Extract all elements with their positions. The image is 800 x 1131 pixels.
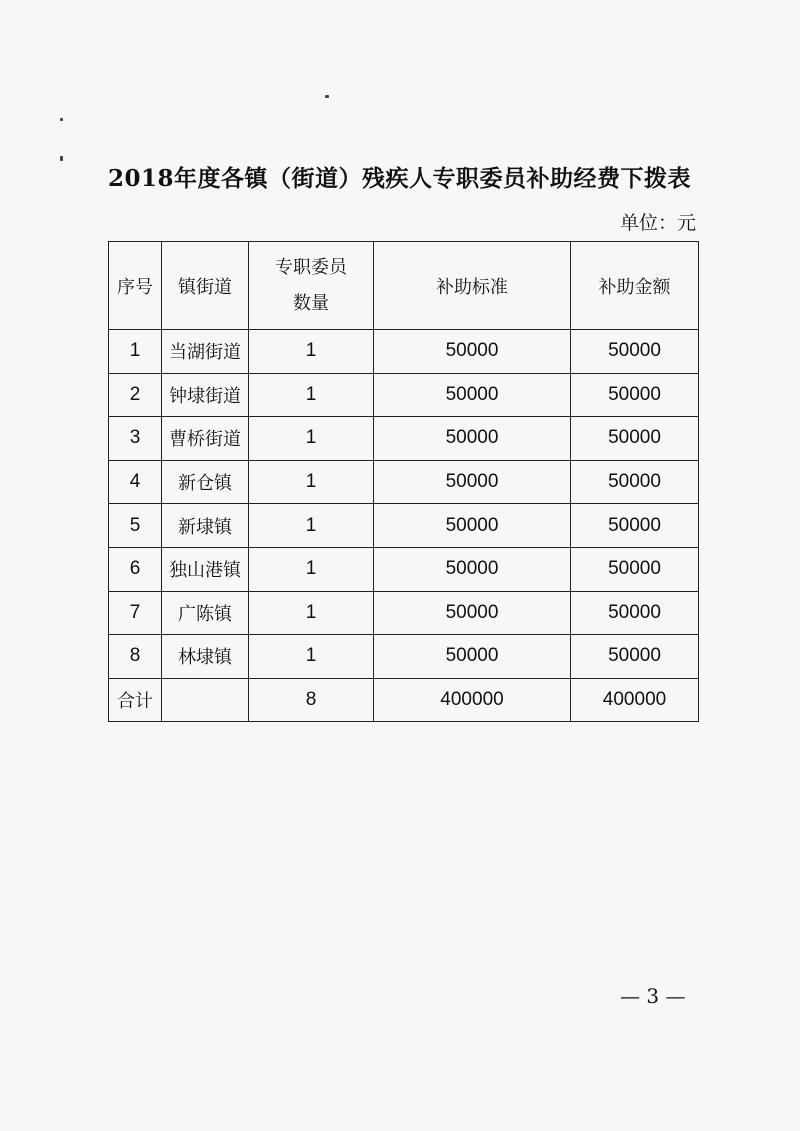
row-standard: 50000 <box>374 417 571 461</box>
table-row <box>109 330 699 374</box>
document-title: 2018年度各镇（街道）残疾人专职委员补助经费下拨表 <box>108 165 692 192</box>
total-row <box>109 678 699 722</box>
row-standard: 50000 <box>374 460 571 504</box>
row-count: 1 <box>249 373 374 417</box>
page-number: — 3 — <box>620 984 686 1008</box>
row-no: 6 <box>109 547 162 591</box>
row-standard: 50000 <box>374 504 571 548</box>
row-standard: 50000 <box>374 373 571 417</box>
row-town: 广陈镇 <box>162 591 249 635</box>
row-no: 5 <box>109 504 162 548</box>
row-count: 1 <box>249 460 374 504</box>
table-row <box>109 591 699 635</box>
row-no: 7 <box>109 591 162 635</box>
row-amount: 50000 <box>571 504 699 548</box>
row-amount: 50000 <box>571 591 699 635</box>
row-town: 钟埭街道 <box>162 373 249 417</box>
header-amount: 补助金额 <box>571 242 699 330</box>
row-town: 当湖街道 <box>162 330 249 374</box>
row-town: 新埭镇 <box>162 504 249 548</box>
row-amount: 50000 <box>571 330 699 374</box>
row-amount: 50000 <box>571 547 699 591</box>
row-count: 1 <box>249 635 374 679</box>
row-count: 1 <box>249 547 374 591</box>
row-no: 3 <box>109 417 162 461</box>
header-count-text: 专职委员数量 <box>275 256 347 314</box>
row-standard: 50000 <box>374 635 571 679</box>
header-count <box>249 242 374 330</box>
header-town: 镇街道 <box>162 242 249 330</box>
total-standard: 400000 <box>374 678 571 722</box>
row-town: 新仓镇 <box>162 460 249 504</box>
header-standard: 补助标准 <box>374 242 571 330</box>
total-amount: 400000 <box>571 678 699 722</box>
row-no: 2 <box>109 373 162 417</box>
row-standard: 50000 <box>374 591 571 635</box>
row-town: 曹桥街道 <box>162 417 249 461</box>
table-header-row <box>109 242 699 330</box>
table-row <box>109 460 699 504</box>
row-count: 1 <box>249 591 374 635</box>
row-count: 1 <box>249 504 374 548</box>
subsidy-table <box>108 241 699 722</box>
header-no: 序号 <box>109 242 162 330</box>
row-town: 林埭镇 <box>162 635 249 679</box>
total-label: 合计 <box>109 678 162 722</box>
row-standard: 50000 <box>374 547 571 591</box>
total-town <box>162 678 249 722</box>
table-row <box>109 635 699 679</box>
row-count: 1 <box>249 330 374 374</box>
scan-speck <box>60 118 63 121</box>
row-amount: 50000 <box>571 373 699 417</box>
scan-speck <box>325 95 329 98</box>
row-town: 独山港镇 <box>162 547 249 591</box>
unit-label: 单位：元 <box>619 212 696 234</box>
table-row <box>109 373 699 417</box>
row-count: 1 <box>249 417 374 461</box>
row-no: 1 <box>109 330 162 374</box>
row-no: 4 <box>109 460 162 504</box>
table-row <box>109 504 699 548</box>
row-amount: 50000 <box>571 417 699 461</box>
total-count: 8 <box>249 678 374 722</box>
row-standard: 50000 <box>374 330 571 374</box>
scan-speck <box>60 156 63 161</box>
row-amount: 50000 <box>571 460 699 504</box>
table-row <box>109 547 699 591</box>
table-row <box>109 417 699 461</box>
row-amount: 50000 <box>571 635 699 679</box>
row-no: 8 <box>109 635 162 679</box>
